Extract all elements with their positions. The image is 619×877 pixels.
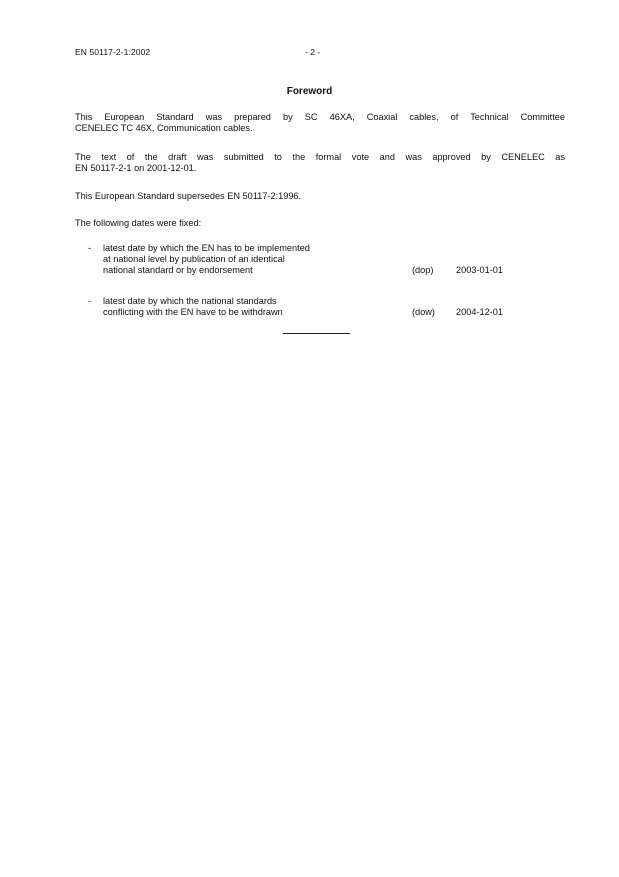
date-code: (dop): [412, 264, 434, 275]
paragraph-line: The text of the draft was submitted to the formal vote and was approved by CENELEC as: [75, 152, 565, 162]
date-item-dop: [75, 243, 565, 277]
date-item-dow: [75, 296, 565, 319]
paragraph-approval: [75, 152, 565, 174]
paragraph-line: CENELEC TC 46X, Communication cables.: [75, 122, 253, 133]
page-number: - 2 -: [305, 47, 321, 57]
paragraph-line: EN 50117-2-1 on 2001-12-01.: [75, 162, 197, 173]
date-value: 2003-01-01: [456, 264, 503, 275]
paragraph-prepared-by: [75, 112, 565, 134]
date-value: 2004-12-01: [456, 306, 503, 317]
paragraph-dates-intro: The following dates were fixed:: [75, 218, 202, 228]
section-title: Foreword: [286, 86, 333, 97]
paragraph-line: This European Standard was prepared by SC 46XA, Coaxial cables, of Technical Committee: [75, 112, 565, 122]
document-id: EN 50117-2-1:2002: [75, 47, 151, 57]
end-divider: [283, 333, 350, 334]
date-item-description: latest date by which the national standards conflicting with the EN have to be withdrawn: [103, 296, 283, 317]
date-item-description: latest date by which the EN has to be implemented at national level by publication of an identical national standard or by endorsement: [103, 243, 310, 275]
date-code: (dow): [412, 306, 435, 317]
paragraph-supersedes: This European Standard supersedes EN 50117-2:1996.: [75, 191, 302, 201]
list-bullet: -: [88, 243, 92, 253]
list-bullet: -: [88, 296, 92, 306]
